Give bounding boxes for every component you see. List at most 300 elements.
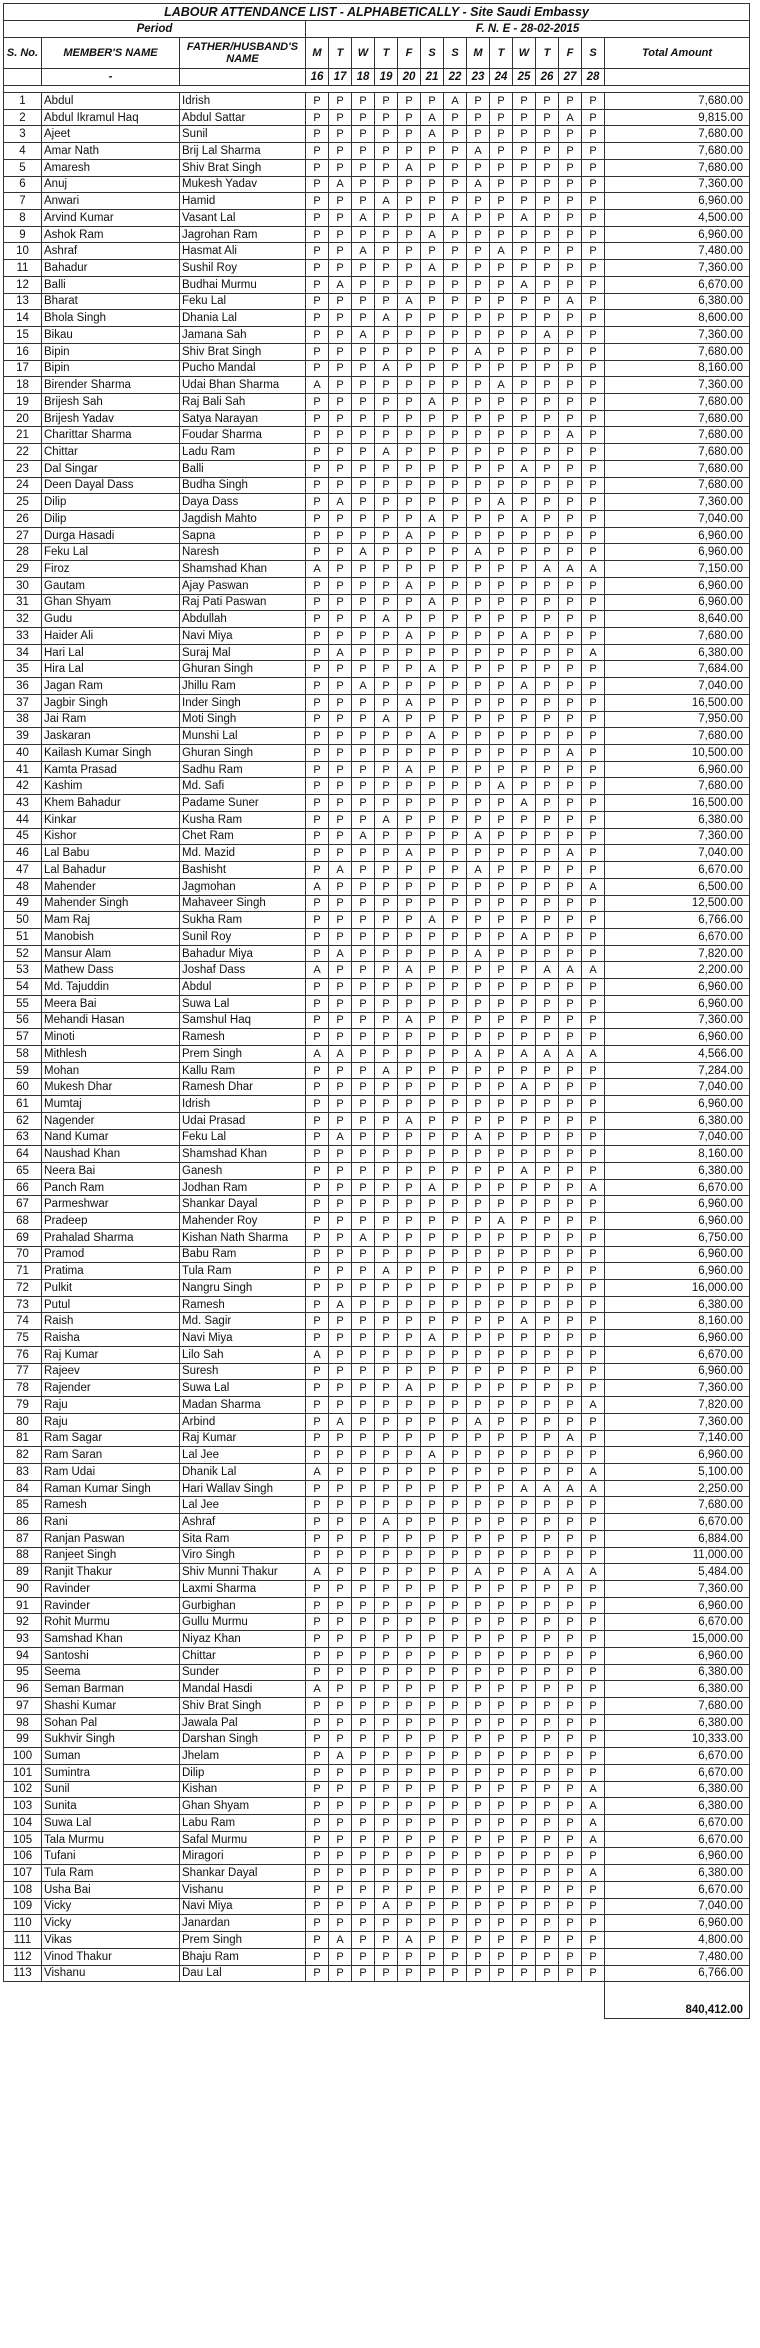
attendance-mark: A — [467, 1129, 490, 1146]
attendance-mark: P — [398, 1246, 421, 1263]
attendance-mark: P — [352, 1580, 375, 1597]
father-husband-name: Md. Sagir — [180, 1313, 306, 1330]
total-amount: 6,960.00 — [605, 1196, 750, 1213]
attendance-mark: P — [582, 912, 605, 929]
attendance-mark: A — [559, 561, 582, 578]
member-name: Hari Lal — [42, 644, 180, 661]
serial-number: 47 — [4, 862, 42, 879]
attendance-mark: P — [513, 410, 536, 427]
attendance-mark: P — [444, 1213, 467, 1230]
father-husband-name: Shankar Dayal — [180, 1865, 306, 1882]
attendance-mark: P — [306, 1614, 329, 1631]
table-row — [4, 327, 750, 344]
serial-number: 49 — [4, 895, 42, 912]
attendance-mark: A — [536, 1480, 559, 1497]
attendance-mark: P — [352, 360, 375, 377]
attendance-mark: P — [582, 811, 605, 828]
attendance-mark: P — [559, 628, 582, 645]
attendance-mark: P — [444, 1096, 467, 1113]
attendance-mark: P — [444, 1631, 467, 1648]
attendance-mark: P — [421, 1831, 444, 1848]
attendance-mark: A — [559, 1480, 582, 1497]
attendance-mark: P — [513, 544, 536, 561]
attendance-mark: P — [352, 1079, 375, 1096]
attendance-mark: P — [536, 661, 559, 678]
attendance-mark: P — [536, 1447, 559, 1464]
serial-number: 88 — [4, 1547, 42, 1564]
weekday-header: S — [582, 38, 605, 69]
total-amount: 6,380.00 — [605, 1681, 750, 1698]
attendance-mark: P — [536, 1831, 559, 1848]
attendance-mark: P — [329, 1631, 352, 1648]
attendance-mark: P — [536, 377, 559, 394]
attendance-mark: P — [559, 1263, 582, 1280]
attendance-mark: P — [306, 795, 329, 812]
table-row — [4, 1831, 750, 1848]
attendance-mark: P — [513, 1246, 536, 1263]
attendance-mark: P — [352, 1915, 375, 1932]
attendance-mark: P — [398, 1045, 421, 1062]
attendance-mark: P — [444, 1196, 467, 1213]
attendance-mark: P — [352, 577, 375, 594]
attendance-mark: P — [398, 1865, 421, 1882]
father-husband-name: Dhanik Lal — [180, 1463, 306, 1480]
father-husband-name: Abdul Sattar — [180, 109, 306, 126]
attendance-mark: P — [306, 1313, 329, 1330]
attendance-mark: P — [444, 1664, 467, 1681]
attendance-mark: P — [375, 1547, 398, 1564]
attendance-mark: P — [398, 477, 421, 494]
serial-number: 26 — [4, 510, 42, 527]
attendance-mark: P — [306, 1731, 329, 1748]
serial-number: 11 — [4, 260, 42, 277]
father-husband-name: Jagdish Mahto — [180, 510, 306, 527]
attendance-mark: P — [536, 1748, 559, 1765]
attendance-mark: P — [398, 1647, 421, 1664]
attendance-mark: P — [329, 962, 352, 979]
attendance-mark: P — [306, 1447, 329, 1464]
attendance-mark: P — [559, 1631, 582, 1648]
attendance-mark: P — [421, 93, 444, 110]
attendance-mark: P — [306, 1146, 329, 1163]
attendance-mark: P — [490, 1029, 513, 1046]
table-row — [4, 862, 750, 879]
attendance-mark: A — [375, 711, 398, 728]
table-row — [4, 159, 750, 176]
attendance-mark: P — [490, 979, 513, 996]
attendance-mark: P — [582, 678, 605, 695]
attendance-mark: P — [536, 243, 559, 260]
attendance-mark: P — [398, 1764, 421, 1781]
attendance-mark: P — [559, 1614, 582, 1631]
serial-number: 36 — [4, 678, 42, 695]
member-name: Jai Ram — [42, 711, 180, 728]
member-name: Ajeet — [42, 126, 180, 143]
attendance-mark: P — [490, 862, 513, 879]
attendance-mark: P — [536, 1179, 559, 1196]
attendance-mark: P — [582, 243, 605, 260]
attendance-mark: P — [421, 410, 444, 427]
attendance-mark: A — [467, 1045, 490, 1062]
attendance-mark: P — [490, 761, 513, 778]
attendance-mark: P — [352, 1948, 375, 1965]
attendance-mark: P — [375, 594, 398, 611]
total-amount: 6,960.00 — [605, 1213, 750, 1230]
member-name: Mathew Dass — [42, 962, 180, 979]
attendance-mark: P — [375, 795, 398, 812]
attendance-mark: A — [421, 912, 444, 929]
attendance-mark: A — [513, 795, 536, 812]
table-row — [4, 343, 750, 360]
serial-number: 12 — [4, 276, 42, 293]
attendance-mark: A — [513, 1045, 536, 1062]
attendance-mark: P — [513, 1380, 536, 1397]
member-name: Prahalad Sharma — [42, 1229, 180, 1246]
member-name: Pratima — [42, 1263, 180, 1280]
attendance-mark: P — [421, 1397, 444, 1414]
total-amount: 7,360.00 — [605, 1012, 750, 1029]
total-amount: 6,766.00 — [605, 912, 750, 929]
attendance-mark: P — [306, 661, 329, 678]
attendance-mark: P — [536, 1547, 559, 1564]
attendance-mark: A — [582, 878, 605, 895]
attendance-mark: P — [352, 1346, 375, 1363]
attendance-mark: P — [559, 1380, 582, 1397]
attendance-mark: P — [352, 1497, 375, 1514]
attendance-mark: P — [513, 811, 536, 828]
date-header: 24 — [490, 69, 513, 86]
attendance-mark: P — [582, 159, 605, 176]
attendance-mark: A — [398, 845, 421, 862]
attendance-mark: P — [582, 1129, 605, 1146]
table-row — [4, 1397, 750, 1414]
attendance-mark: P — [513, 594, 536, 611]
father-husband-name: Janardan — [180, 1915, 306, 1932]
attendance-mark: P — [306, 343, 329, 360]
attendance-mark: P — [375, 293, 398, 310]
attendance-mark: P — [375, 1129, 398, 1146]
attendance-mark: P — [444, 945, 467, 962]
attendance-mark: P — [329, 1280, 352, 1297]
attendance-mark: P — [536, 126, 559, 143]
attendance-mark: P — [329, 410, 352, 427]
member-name: Bipin — [42, 343, 180, 360]
attendance-mark: P — [536, 527, 559, 544]
total-amount: 6,670.00 — [605, 1614, 750, 1631]
attendance-mark: P — [536, 1948, 559, 1965]
serial-number: 86 — [4, 1514, 42, 1531]
attendance-mark: P — [536, 1062, 559, 1079]
attendance-mark: P — [513, 778, 536, 795]
attendance-mark: A — [306, 1564, 329, 1581]
attendance-mark: P — [352, 1480, 375, 1497]
attendance-mark: P — [421, 1898, 444, 1915]
serial-number: 70 — [4, 1246, 42, 1263]
attendance-mark: P — [467, 661, 490, 678]
attendance-mark: P — [329, 778, 352, 795]
attendance-mark: P — [467, 293, 490, 310]
attendance-mark: P — [490, 1129, 513, 1146]
father-husband-name: Suresh — [180, 1363, 306, 1380]
attendance-mark: P — [398, 444, 421, 461]
attendance-mark: P — [536, 577, 559, 594]
serial-number: 33 — [4, 628, 42, 645]
table-row — [4, 494, 750, 511]
attendance-mark: P — [467, 444, 490, 461]
attendance-mark: P — [536, 1330, 559, 1347]
attendance-mark: P — [513, 1196, 536, 1213]
attendance-mark: P — [375, 1681, 398, 1698]
attendance-mark: P — [306, 628, 329, 645]
serial-number: 3 — [4, 126, 42, 143]
attendance-mark: P — [467, 1196, 490, 1213]
attendance-mark: P — [467, 1932, 490, 1949]
attendance-mark: P — [513, 1948, 536, 1965]
attendance-mark: P — [421, 276, 444, 293]
table-row — [4, 577, 750, 594]
father-husband-name: Jodhan Ram — [180, 1179, 306, 1196]
attendance-mark: P — [582, 1196, 605, 1213]
attendance-mark: P — [467, 226, 490, 243]
attendance-mark: A — [329, 1413, 352, 1430]
attendance-mark: P — [329, 1229, 352, 1246]
attendance-mark: P — [513, 1898, 536, 1915]
serial-number: 69 — [4, 1229, 42, 1246]
serial-number: 91 — [4, 1597, 42, 1614]
attendance-mark: P — [559, 1447, 582, 1464]
table-row — [4, 711, 750, 728]
father-husband-name: Sita Ram — [180, 1530, 306, 1547]
attendance-mark: P — [306, 1932, 329, 1949]
attendance-mark: P — [467, 728, 490, 745]
attendance-mark: P — [329, 360, 352, 377]
attendance-mark: P — [513, 444, 536, 461]
table-row — [4, 1781, 750, 1798]
attendance-mark: P — [398, 93, 421, 110]
attendance-mark: P — [559, 1179, 582, 1196]
attendance-mark: P — [582, 1229, 605, 1246]
attendance-mark: P — [375, 661, 398, 678]
attendance-mark: P — [375, 995, 398, 1012]
attendance-mark: A — [329, 945, 352, 962]
table-row — [4, 795, 750, 812]
attendance-mark: P — [559, 276, 582, 293]
attendance-mark: P — [444, 1313, 467, 1330]
serial-number: 13 — [4, 293, 42, 310]
attendance-mark: P — [582, 594, 605, 611]
member-name: Md. Tajuddin — [42, 979, 180, 996]
attendance-mark: P — [582, 711, 605, 728]
member-name: Kamta Prasad — [42, 761, 180, 778]
serial-number: 39 — [4, 728, 42, 745]
table-row — [4, 1129, 750, 1146]
table-row — [4, 1062, 750, 1079]
attendance-mark: P — [444, 828, 467, 845]
attendance-mark: P — [421, 561, 444, 578]
total-amount: 7,680.00 — [605, 778, 750, 795]
attendance-mark: P — [421, 143, 444, 160]
member-name: Kailash Kumar Singh — [42, 745, 180, 762]
attendance-mark: P — [513, 661, 536, 678]
attendance-mark: P — [513, 1681, 536, 1698]
attendance-mark: P — [306, 1965, 329, 1982]
attendance-mark: P — [490, 1731, 513, 1748]
total-amount: 6,960.00 — [605, 979, 750, 996]
member-name: Santoshi — [42, 1647, 180, 1664]
attendance-mark: P — [375, 1815, 398, 1832]
attendance-mark: P — [421, 962, 444, 979]
attendance-mark: P — [467, 1681, 490, 1698]
total-amount: 6,960.00 — [605, 1597, 750, 1614]
attendance-mark: P — [536, 1932, 559, 1949]
attendance-mark: P — [467, 628, 490, 645]
attendance-mark: A — [398, 1932, 421, 1949]
attendance-mark: P — [490, 327, 513, 344]
attendance-mark: P — [306, 845, 329, 862]
attendance-mark: P — [444, 1163, 467, 1180]
member-name: Feku Lal — [42, 544, 180, 561]
attendance-mark: P — [306, 745, 329, 762]
attendance-mark: P — [375, 761, 398, 778]
table-row — [4, 93, 750, 110]
attendance-mark: P — [559, 460, 582, 477]
attendance-mark: P — [306, 1631, 329, 1648]
attendance-mark: P — [398, 327, 421, 344]
weekday-header: S — [444, 38, 467, 69]
attendance-mark: P — [536, 427, 559, 444]
attendance-mark: P — [375, 1597, 398, 1614]
serial-number: 110 — [4, 1915, 42, 1932]
attendance-mark: P — [490, 176, 513, 193]
attendance-mark: P — [559, 1280, 582, 1297]
father-husband-name: Bashisht — [180, 862, 306, 879]
attendance-mark: P — [352, 878, 375, 895]
total-amount: 6,670.00 — [605, 276, 750, 293]
attendance-mark: P — [513, 979, 536, 996]
attendance-mark: P — [490, 1881, 513, 1898]
attendance-mark: P — [467, 1096, 490, 1113]
attendance-mark: P — [306, 1881, 329, 1898]
attendance-mark: P — [329, 745, 352, 762]
total-amount: 8,160.00 — [605, 1313, 750, 1330]
attendance-mark: P — [513, 745, 536, 762]
attendance-mark: P — [421, 878, 444, 895]
attendance-mark: P — [444, 962, 467, 979]
attendance-mark: P — [398, 343, 421, 360]
father-husband-name: Navi Miya — [180, 628, 306, 645]
father-husband-name: Ashraf — [180, 1514, 306, 1531]
serial-number: 40 — [4, 745, 42, 762]
table-row — [4, 1898, 750, 1915]
attendance-mark: P — [398, 176, 421, 193]
attendance-mark: P — [375, 1079, 398, 1096]
father-husband-name: Raj Bali Sah — [180, 393, 306, 410]
attendance-mark: P — [444, 995, 467, 1012]
table-row — [4, 1213, 750, 1230]
attendance-mark: P — [536, 1798, 559, 1815]
attendance-mark: P — [513, 527, 536, 544]
attendance-mark: P — [306, 1647, 329, 1664]
attendance-mark: P — [352, 1815, 375, 1832]
member-name: Ghan Shyam — [42, 594, 180, 611]
attendance-mark: P — [467, 878, 490, 895]
attendance-mark: P — [329, 811, 352, 828]
attendance-mark: P — [444, 1296, 467, 1313]
member-name: Raisha — [42, 1330, 180, 1347]
father-husband-name: Md. Safi — [180, 778, 306, 795]
attendance-mark: P — [490, 427, 513, 444]
father-husband-name: Mukesh Yadav — [180, 176, 306, 193]
attendance-mark: P — [536, 226, 559, 243]
attendance-mark: P — [467, 460, 490, 477]
attendance-mark: P — [513, 1280, 536, 1297]
attendance-mark: A — [329, 176, 352, 193]
total-amount: 7,040.00 — [605, 1079, 750, 1096]
attendance-mark: P — [559, 1146, 582, 1163]
attendance-mark: P — [421, 343, 444, 360]
attendance-mark: P — [306, 1547, 329, 1564]
attendance-mark: P — [559, 444, 582, 461]
attendance-mark: P — [559, 1748, 582, 1765]
attendance-mark: P — [536, 260, 559, 277]
attendance-mark: P — [329, 1815, 352, 1832]
attendance-mark: P — [306, 243, 329, 260]
attendance-mark: P — [559, 711, 582, 728]
attendance-mark: P — [329, 678, 352, 695]
attendance-mark: P — [375, 745, 398, 762]
fne-date: F. N. E - 28-02-2015 — [306, 21, 750, 38]
attendance-mark: P — [490, 1146, 513, 1163]
table-row — [4, 1346, 750, 1363]
attendance-mark: P — [375, 644, 398, 661]
serial-number: 96 — [4, 1681, 42, 1698]
attendance-mark: A — [352, 828, 375, 845]
attendance-mark: P — [375, 1664, 398, 1681]
attendance-mark: A — [375, 1263, 398, 1280]
father-husband-name: Budha Singh — [180, 477, 306, 494]
attendance-mark: P — [421, 293, 444, 310]
attendance-mark: P — [444, 1881, 467, 1898]
serial-number: 24 — [4, 477, 42, 494]
attendance-mark: P — [329, 260, 352, 277]
attendance-mark: P — [490, 678, 513, 695]
attendance-mark: P — [536, 444, 559, 461]
attendance-mark: P — [375, 1146, 398, 1163]
attendance-mark: P — [490, 1781, 513, 1798]
attendance-mark: P — [398, 1213, 421, 1230]
serial-number: 41 — [4, 761, 42, 778]
attendance-mark: P — [490, 644, 513, 661]
attendance-mark: P — [536, 1764, 559, 1781]
attendance-mark: P — [375, 1614, 398, 1631]
attendance-mark: A — [352, 678, 375, 695]
attendance-mark: P — [467, 1112, 490, 1129]
attendance-mark: P — [398, 1597, 421, 1614]
attendance-mark: P — [352, 1664, 375, 1681]
attendance-mark: P — [582, 293, 605, 310]
table-row — [4, 661, 750, 678]
attendance-mark: P — [582, 1714, 605, 1731]
table-row — [4, 1915, 750, 1932]
attendance-mark: P — [306, 1263, 329, 1280]
serial-number: 37 — [4, 694, 42, 711]
table-row — [4, 1748, 750, 1765]
serial-number: 29 — [4, 561, 42, 578]
attendance-mark: P — [375, 912, 398, 929]
attendance-mark: P — [490, 1045, 513, 1062]
attendance-mark: P — [375, 226, 398, 243]
serial-number: 73 — [4, 1296, 42, 1313]
